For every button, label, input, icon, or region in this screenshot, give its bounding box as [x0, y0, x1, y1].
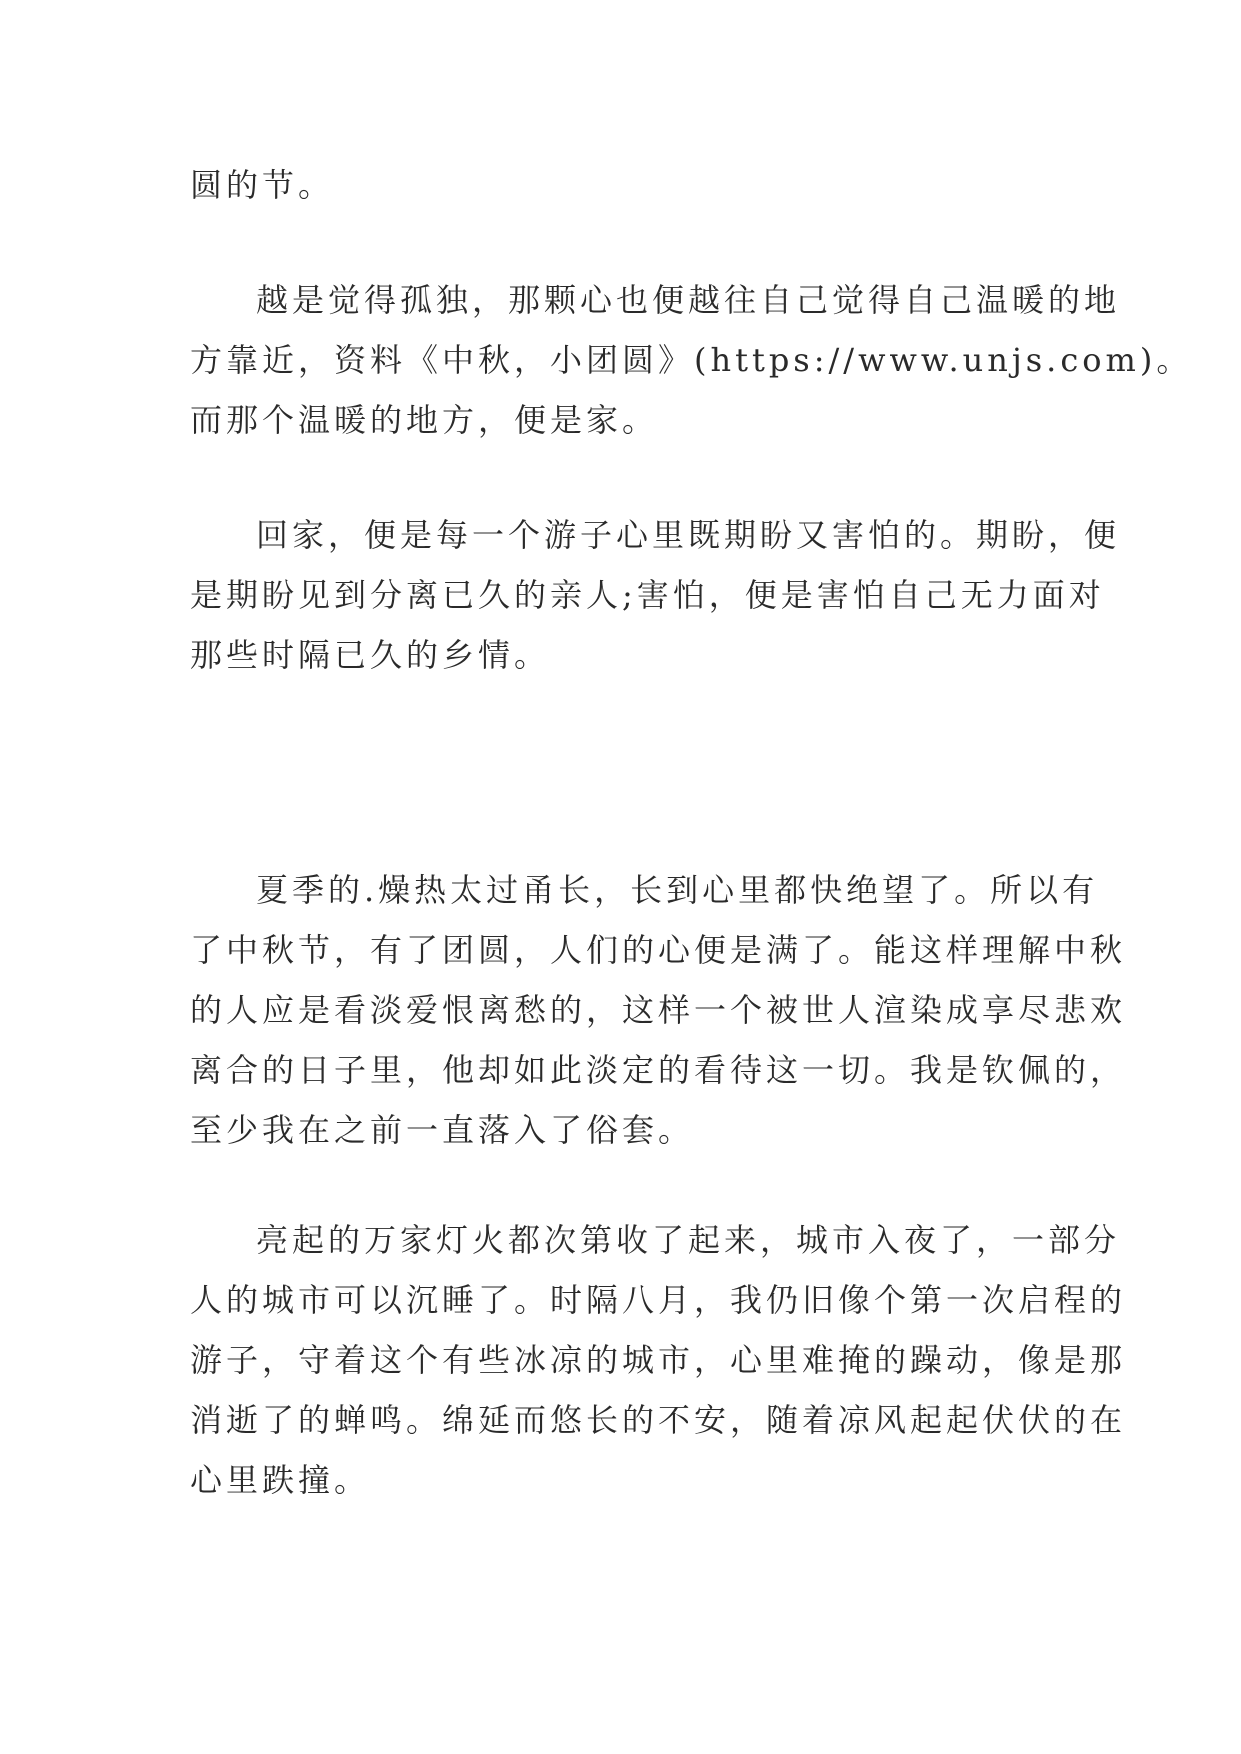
text-line: 而那个温暖的地方，便是家。	[190, 401, 659, 439]
text-line: 越是觉得孤独，那颗心也便越往自己觉得自己温暖的地	[256, 281, 1121, 319]
text-line: 人的城市可以沉睡了。时隔八月，我仍旧像个第一次启程的	[190, 1281, 1127, 1319]
text-line: 至少我在之前一直落入了俗套。	[190, 1111, 695, 1149]
text-line: 消逝了的蝉鸣。绵延而悠长的不安，随着凉风起起伏伏的在	[190, 1401, 1127, 1439]
text-line: 那些时隔已久的乡情。	[190, 636, 551, 674]
text-line: 方靠近，资料《中秋，小团圆》(https://www.unjs.com)。	[190, 341, 1193, 379]
text-line: 离合的日子里，他却如此淡定的看待这一切。我是钦佩的，	[190, 1051, 1127, 1089]
text-line: 了中秋节，有了团圆，人们的心便是满了。能这样理解中秋	[190, 931, 1127, 969]
text-line: 的人应是看淡爱恨离愁的，这样一个被世人渲染成享尽悲欢	[190, 991, 1127, 1029]
text-line: 是期盼见到分离已久的亲人;害怕，便是害怕自己无力面对	[190, 576, 1105, 614]
text-line: 亮起的万家灯火都次第收了起来，城市入夜了，一部分	[256, 1221, 1121, 1259]
paragraph-loneliness	[190, 270, 1193, 450]
text-line: 回家，便是每一个游子心里既期盼又害怕的。期盼，便	[256, 516, 1121, 554]
paragraph-city-night	[190, 1210, 1127, 1510]
text-line: 游子，守着这个有些冰凉的城市，心里难掩的躁动，像是那	[190, 1341, 1127, 1379]
text-line: 心里跌撞。	[190, 1461, 371, 1499]
text-line: 夏季的.燥热太过甬长，长到心里都快绝望了。所以有	[256, 871, 1099, 909]
paragraph-summer-heat	[190, 860, 1127, 1160]
text-line: 圆的节。	[190, 166, 335, 204]
paragraph-continuation	[190, 155, 1060, 215]
paragraph-going-home	[190, 505, 1121, 685]
